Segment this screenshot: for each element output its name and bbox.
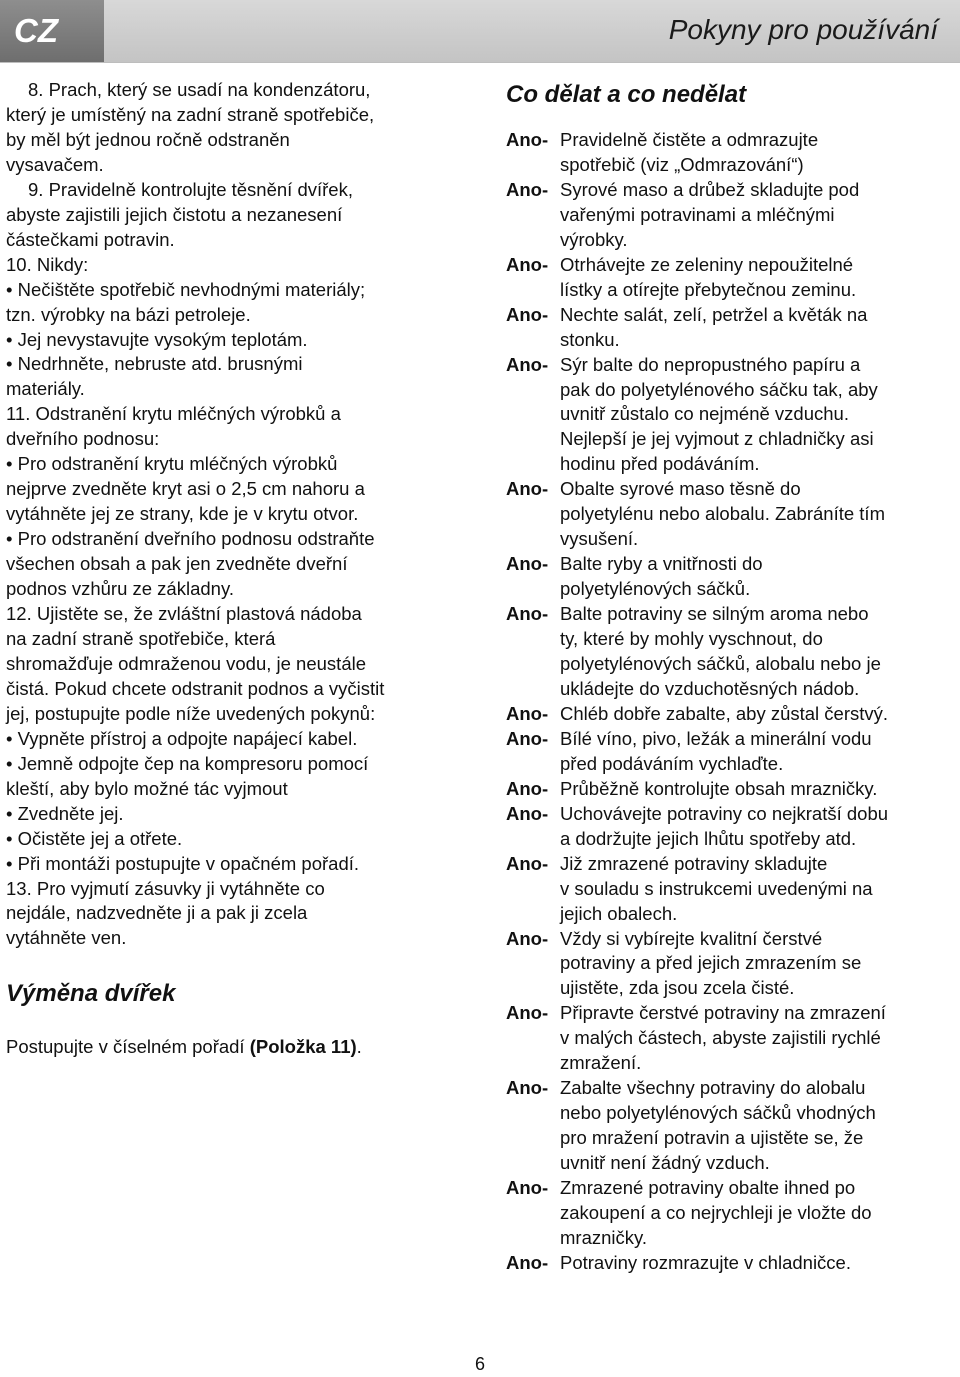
text-line: 11. Odstranění krytu mléčných výrobků a xyxy=(6,403,341,425)
text-line: 9. Pravidelně kontrolujte těsnění dvířek, xyxy=(28,178,353,200)
text-line: nejdále, nadzvedněte ji a pak ji zcela xyxy=(6,902,308,924)
text-line: • Vypněte přístroj a odpojte napájecí kabel. xyxy=(6,727,358,749)
dos-list-item xyxy=(506,1176,954,1251)
dos-list-item xyxy=(506,178,954,253)
text-line: materiály. xyxy=(6,378,85,400)
door-section-title: Výměna dvířek xyxy=(6,980,176,1008)
text-line: podnos vzhůru ze základny. xyxy=(6,578,234,600)
text-line: 13. Pro vyjmutí zásuvky ji vytáhněte co xyxy=(6,877,325,899)
text-line: tzn. výrobky na bázi petroleje. xyxy=(6,303,251,325)
dos-list xyxy=(506,128,954,1276)
dos-item-text: Zabalte všechny potraviny do alobalu nebo polyetylénových sáčků vhodných pro mražení potravin a ujistěte se, že uvnitř není žádný vzduch. xyxy=(560,1077,876,1174)
dos-item-text: Balte ryby a vnitřnosti do polyetylénových sáčků. xyxy=(560,553,763,600)
dos-list-item xyxy=(506,777,954,802)
text-line: • Nedrhněte, nebruste atd. brusnými xyxy=(6,353,303,375)
dos-item-text: Průběžně kontrolujte obsah mrazničky. xyxy=(560,777,878,799)
dos-item-label: Ano- xyxy=(506,129,549,150)
text-line: • Pro odstranění krytu mléčných výrobků xyxy=(6,453,338,475)
text-line: vytáhněte jej ze strany, kde je v krytu otvor. xyxy=(6,503,359,525)
text-line: nejprve zvedněte kryt asi o 2,5 cm nahoru a xyxy=(6,478,365,500)
text-line: • Nečištěte spotřebič nevhodnými materiály; xyxy=(6,278,366,300)
dos-item-text: Nechte salát, zelí, petržel a květák na stonku. xyxy=(560,303,868,350)
text-line: částečkami potravin. xyxy=(6,228,175,250)
dos-item-text: Zmrazené potraviny obalte ihned po zakoupení a co nejrychleji je vložte do mrazničky. xyxy=(560,1177,872,1248)
dos-item-label: Ano- xyxy=(506,303,549,325)
text-line: by měl být jednou ročně odstraněn xyxy=(6,128,290,150)
dos-list-item xyxy=(506,1076,954,1176)
text-line: • Pro odstranění dveřního podnosu odstraňte xyxy=(6,528,375,550)
dos-list-item xyxy=(506,802,954,852)
dos-list-item xyxy=(506,128,954,178)
text-line: který je umístěný na zadní straně spotřebiče, xyxy=(6,103,375,125)
text-line: 8. Prach, který se usadí na kondenzátoru, xyxy=(28,79,371,100)
text-line: 12. Ujistěte se, že zvláštní plastová nádoba xyxy=(6,603,362,625)
dos-item-text: Potraviny rozmrazujte v chladničce. xyxy=(560,1251,851,1273)
dos-item-label: Ano- xyxy=(506,1002,549,1024)
dos-item-label: Ano- xyxy=(506,178,549,200)
dos-item-label: Ano- xyxy=(506,777,549,799)
text-line: jej, postupujte podle níže uvedených pokynů: xyxy=(6,702,376,724)
door-section-text-start: Postupujte v číselném pořadí xyxy=(6,1036,250,1058)
door-section-text-end: . xyxy=(356,1036,362,1058)
text-line: vytáhněte ven. xyxy=(6,927,127,949)
dos-list-item xyxy=(506,477,954,552)
dos-list-item xyxy=(506,1251,954,1276)
text-line: • Očistěte jej a otřete. xyxy=(6,827,183,849)
dos-item-label: Ano- xyxy=(506,253,549,275)
dos-item-label: Ano- xyxy=(506,1177,549,1199)
dos-list-item xyxy=(506,552,954,602)
dos-list-item xyxy=(506,602,954,702)
text-line: abyste zajistili jejich čistotu a nezanesení xyxy=(6,203,343,225)
dos-item-label: Ano- xyxy=(506,1077,549,1099)
dos-item-text: Balte potraviny se silným aroma nebo ty, které by mohly vyschnout, do polyetylénových sáčků, alobalu nebo je ukládejte do vzduchotěsných nádob. xyxy=(560,603,881,699)
dos-item-text: Obalte syrové maso těsně do polyetylénu nebo alobalu. Zabráníte tím vysušení. xyxy=(560,478,885,550)
door-section-text xyxy=(6,1035,454,1060)
dos-item-text: Již zmrazené potraviny skladujte v souladu s instrukcemi uvedenými na jejich obalech. xyxy=(560,852,873,924)
dos-item-text: Syrové maso a drůbež skladujte pod vařenými potravinami a mléčnými výrobky. xyxy=(560,178,860,250)
right-column xyxy=(506,78,954,1276)
dos-list-item xyxy=(506,353,954,478)
dos-list-item xyxy=(506,727,954,777)
text-line: na zadní straně spotřebiče, která xyxy=(6,627,276,649)
left-text-block xyxy=(6,78,454,951)
page-number: 6 xyxy=(474,1354,485,1374)
dos-item-text: Připravte čerstvé potraviny na zmrazení v malých částech, abyste zajistili rychlé zmražení. xyxy=(560,1002,886,1074)
dos-item-label: Ano- xyxy=(506,478,549,500)
dos-item-text: Bílé víno, pivo, ležák a minerální vodu před podáváním vychlaďte. xyxy=(560,727,872,774)
dos-item-text: Vždy si vybírejte kvalitní čerstvé potraviny a před jejich zmrazením se ujistěte, zda jsou zcela čisté. xyxy=(560,927,862,999)
dos-list-item xyxy=(506,303,954,353)
page-header xyxy=(0,0,960,63)
text-line: • Jej nevystavujte vysokým teplotám. xyxy=(6,328,308,350)
dos-item-label: Ano- xyxy=(506,353,549,375)
dos-list-item xyxy=(506,702,954,727)
door-section-item-ref: (Položka 11) xyxy=(249,1036,357,1058)
dos-item-label: Ano- xyxy=(506,727,549,749)
text-line: vysavačem. xyxy=(6,153,104,175)
text-line: • Jemně odpojte čep na kompresoru pomocí xyxy=(6,752,369,774)
text-line: kleští, aby bylo možné tác vyjmout xyxy=(6,777,288,799)
dos-donts-title: Co dělat a co nedělat xyxy=(506,81,747,108)
text-line: • Zvedněte jej. xyxy=(6,802,124,824)
dos-item-label: Ano- xyxy=(506,802,549,824)
dos-item-text: Chléb dobře zabalte, aby zůstal čerstvý. xyxy=(560,702,889,724)
text-line: dveřního podnosu: xyxy=(6,428,160,450)
dos-item-label: Ano- xyxy=(506,927,549,949)
dos-item-text: Sýr balte do nepropustného papíru a pak do polyetylénového sáčku tak, aby uvnitř zůstalo co nejméně vzduchu. Nejlepší je jej vyjmout z chladničky asi hodinu před podáváním. xyxy=(560,353,878,475)
dos-item-label: Ano- xyxy=(506,603,549,625)
dos-item-label: Ano- xyxy=(506,852,549,874)
text-line: 10. Nikdy: xyxy=(6,253,89,275)
dos-item-text: Otrhávejte ze zeleniny nepoužitelné lístky a otírejte přebytečnou zeminu. xyxy=(560,253,857,300)
dos-list-item xyxy=(506,927,954,1002)
text-line: čistá. Pokud chcete odstranit podnos a vyčistit xyxy=(6,677,385,699)
language-code-badge: CZ xyxy=(0,0,104,62)
dos-list-item xyxy=(506,253,954,303)
dos-item-label: Ano- xyxy=(506,702,549,724)
left-column xyxy=(6,78,454,1060)
dos-item-text: Uchovávejte potraviny co nejkratší dobu a dodržujte jejich lhůtu spotřeby atd. xyxy=(560,802,889,849)
text-line: všechen obsah a pak jen zvedněte dveřní xyxy=(6,553,348,575)
dos-item-text: Pravidelně čistěte a odmrazujte spotřebič (viz „Odmrazování“) xyxy=(560,129,819,175)
dos-list-item xyxy=(506,1001,954,1076)
dos-item-label: Ano- xyxy=(506,553,549,575)
header-title: Pokyny pro používání xyxy=(668,14,938,45)
text-line: shromažďuje odmraženou vodu, je neustále xyxy=(6,652,367,674)
dos-item-label: Ano- xyxy=(506,1251,549,1273)
dos-list-item xyxy=(506,852,954,927)
text-line: • Při montáži postupujte v opačném pořadí. xyxy=(6,852,360,874)
